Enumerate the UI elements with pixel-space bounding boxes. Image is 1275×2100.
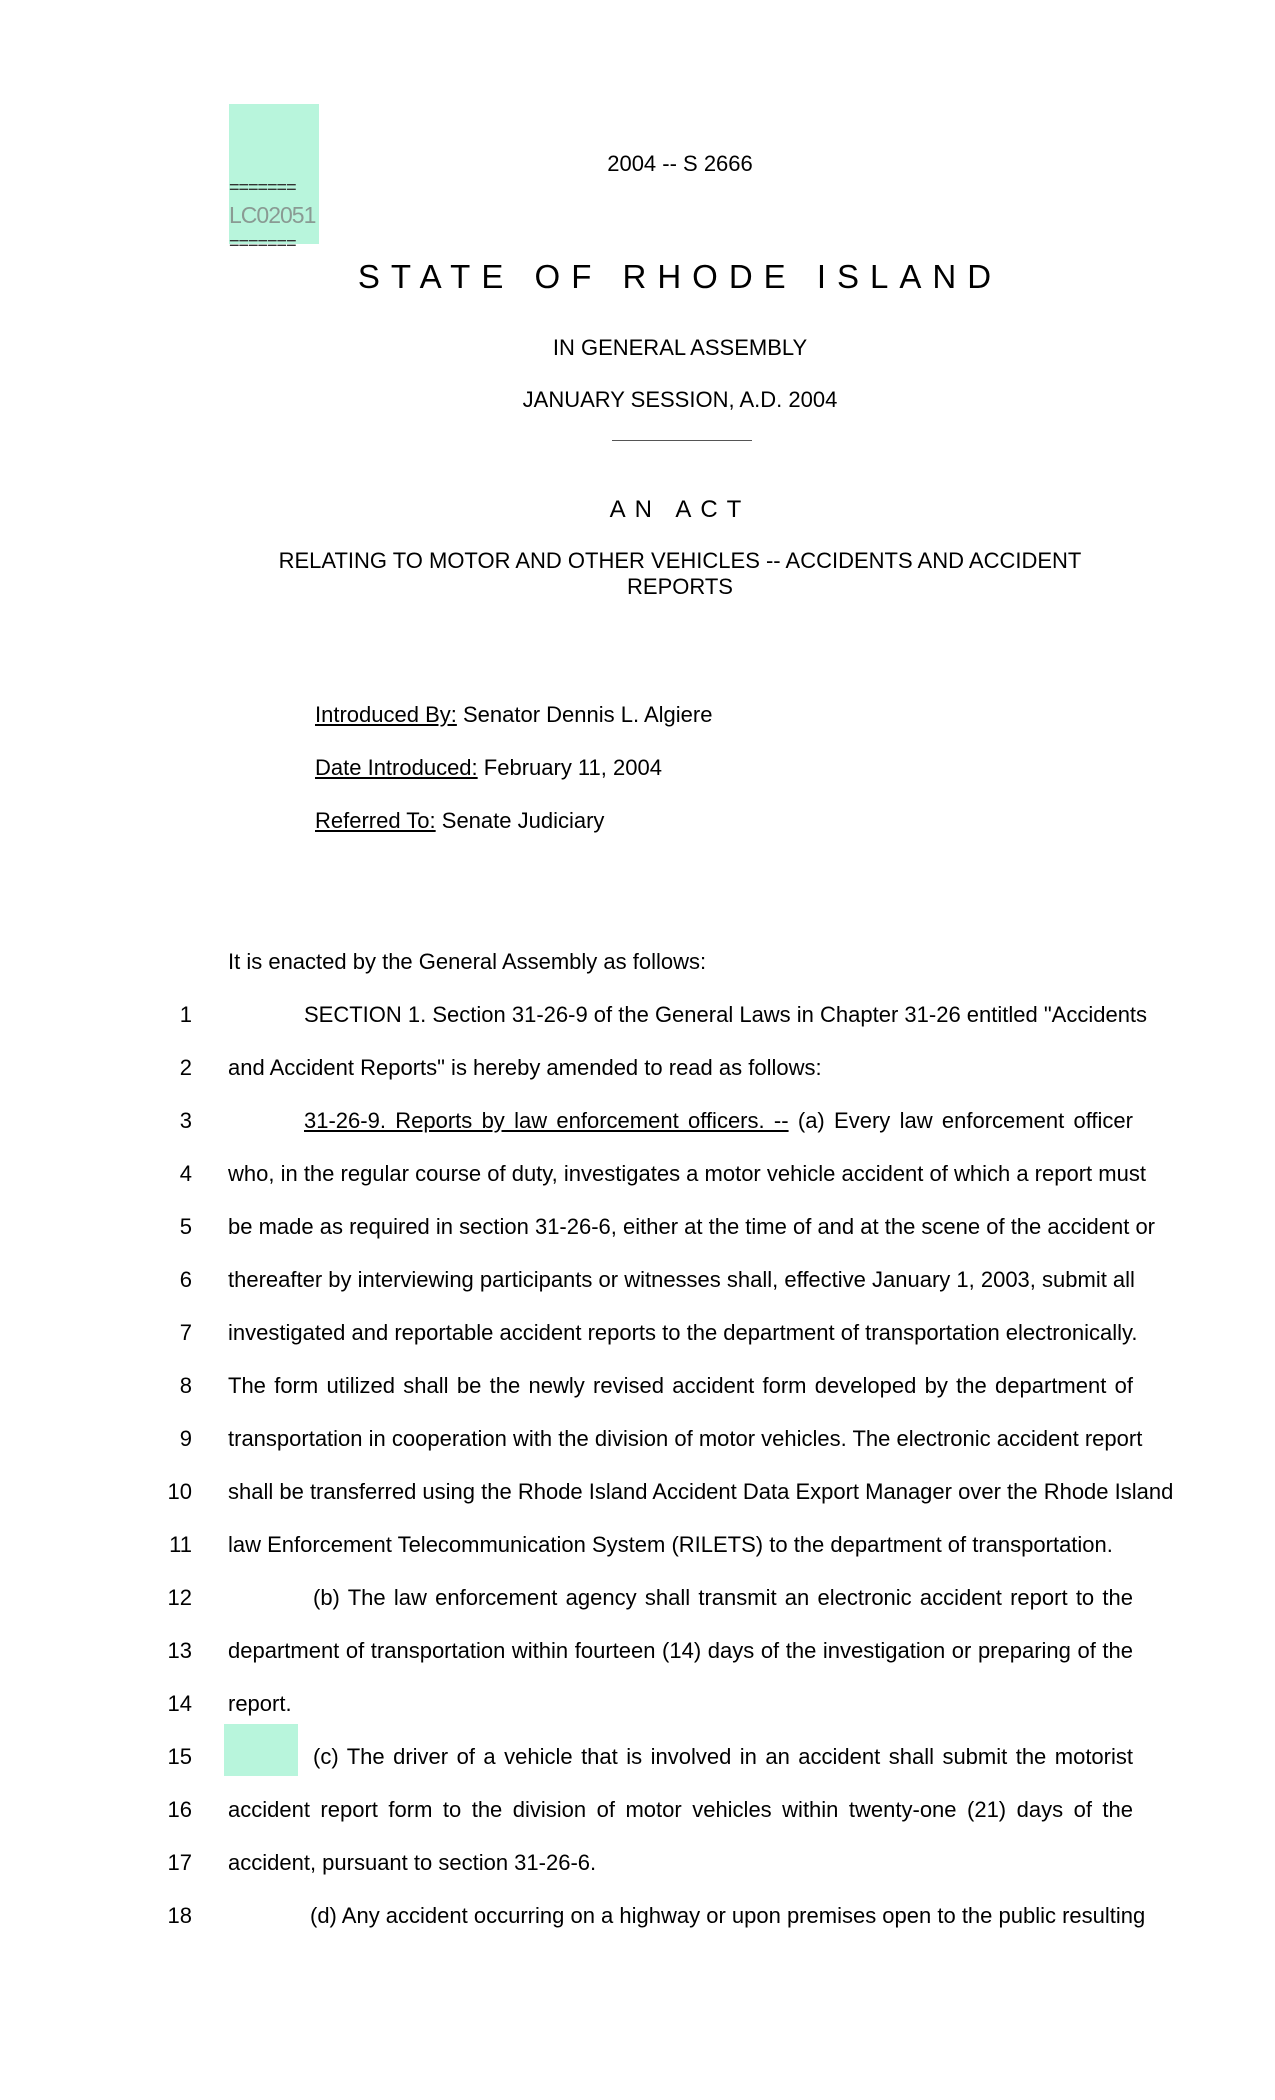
body-line: accident report form to the division of motor vehicles within twenty-one (21) days of the [228, 1797, 1133, 1822]
body-line: investigated and reportable accident reports to the department of transportation electronically. [228, 1320, 1138, 1345]
line-number: 7 [179, 1320, 192, 1345]
body-line: department of transportation within fourteen (14) days of the investigation or preparing of the [228, 1638, 1133, 1663]
state-title: STATE OF RHODE ISLAND [357, 258, 1003, 295]
date-introduced-value: February 11, 2004 [477, 755, 662, 780]
body-line: The form utilized shall be the newly revised accident form developed by the department of [228, 1373, 1133, 1398]
line-number: 14 [167, 1691, 192, 1716]
assembly-title: IN GENERAL ASSEMBLY [552, 335, 808, 360]
bill-number: 2004 -- S 2666 [607, 151, 753, 176]
lc-separator-bottom: ======= [229, 233, 296, 253]
line-number: 12 [167, 1585, 192, 1610]
body-line: transportation in cooperation with the division of motor vehicles. The electronic accident report [228, 1426, 1143, 1451]
line-number: 5 [179, 1214, 192, 1239]
line-number: 11 [169, 1532, 192, 1557]
body-line: SECTION 1. Section 31-26-9 of the General Laws in Chapter 31-26 entitled "Accidents [304, 1002, 1148, 1027]
body-line: thereafter by interviewing participants or witnesses shall, effective January 1, 2003, submit all [228, 1267, 1135, 1292]
body-line: (c) The driver of a vehicle that is involved in an accident shall submit the motorist [313, 1744, 1133, 1769]
relating-line-2: REPORTS [627, 574, 733, 599]
body-line: who, in the regular course of duty, investigates a motor vehicle accident of which a report must [228, 1161, 1146, 1186]
line-number: 17 [167, 1850, 192, 1875]
body-line: (b) The law enforcement agency shall transmit an electronic accident report to the [313, 1585, 1133, 1610]
enacting-clause: It is enacted by the General Assembly as follows: [228, 949, 707, 974]
line-number: 13 [167, 1638, 192, 1663]
introduced-by-value: Senator Dennis L. Algiere [456, 702, 713, 727]
introduced-by-label: Introduced By: [315, 702, 457, 727]
line-number: 18 [167, 1903, 192, 1928]
body-line: law Enforcement Telecommunication System (RILETS) to the department of transportation. [228, 1532, 1113, 1557]
line-number: 2 [179, 1055, 192, 1080]
body-line: accident, pursuant to section 31-26-6. [228, 1850, 597, 1875]
lc-code: LC02051 [229, 202, 316, 228]
relating-line-1: RELATING TO MOTOR AND OTHER VEHICLES -- ACCIDENTS AND ACCIDENT [278, 548, 1082, 573]
body-line: and Accident Reports" is hereby amended to read as follows: [228, 1055, 822, 1080]
introduced-by [315, 702, 712, 728]
title-rule [612, 440, 752, 441]
date-introduced [315, 755, 662, 781]
body-line: shall be transferred using the Rhode Island Accident Data Export Manager over the Rhode Island [228, 1479, 1174, 1504]
line-number: 9 [179, 1426, 192, 1451]
line-number: 8 [179, 1373, 192, 1398]
act-title: AN ACT [609, 496, 751, 523]
referred-to [315, 808, 604, 834]
line-number: 16 [167, 1797, 192, 1822]
line-15-highlight [224, 1724, 298, 1776]
referred-to-label: Referred To: [315, 808, 436, 833]
section-heading: 31-26-9. Reports by law enforcement officers. -- [304, 1108, 789, 1133]
referred-to-value: Senate Judiciary [435, 808, 605, 833]
lc-separator-top: ======= [229, 177, 296, 197]
line-number: 15 [167, 1744, 192, 1769]
body-line [304, 1108, 1133, 1134]
line-text: (a) Every law enforcement officer [788, 1108, 1133, 1133]
line-number: 10 [167, 1479, 192, 1504]
body-line: (d) Any accident occurring on a highway or upon premises open to the public resulting [310, 1903, 1146, 1928]
line-number: 3 [179, 1108, 192, 1133]
line-number: 4 [179, 1161, 192, 1186]
date-introduced-label: Date Introduced: [315, 755, 478, 780]
session-title: JANUARY SESSION, A.D. 2004 [522, 387, 838, 412]
body-line: report. [228, 1691, 292, 1716]
line-number: 6 [179, 1267, 192, 1292]
line-number: 1 [179, 1002, 192, 1027]
body-line: be made as required in section 31-26-6, either at the time of and at the scene of the accident or [228, 1214, 1156, 1239]
